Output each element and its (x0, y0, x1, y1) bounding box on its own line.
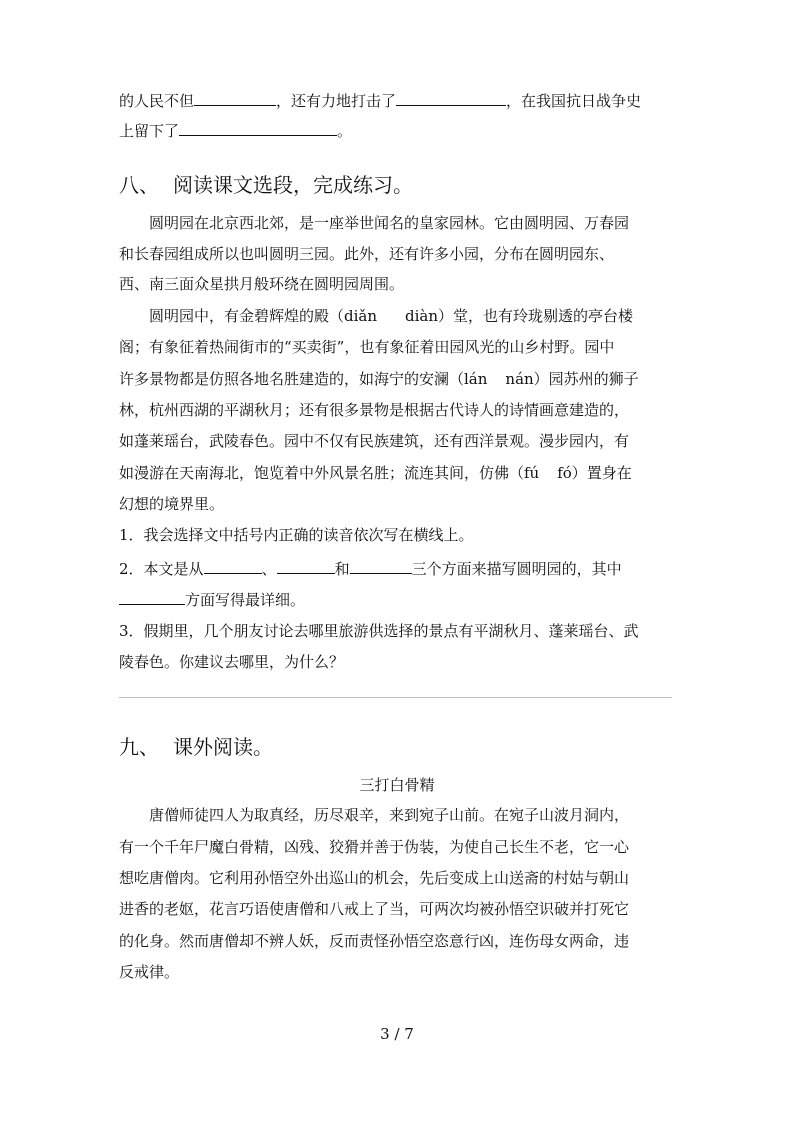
story-line-2: 有一个千年尸魔白骨精，凶残、狡猾并善于伪装，为使自己长生不老，它一心 (119, 838, 630, 856)
p1-line-3: 西、南三面众星拱月般环绕在圆明园周围。 (119, 275, 405, 293)
answer-blank[interactable] (396, 89, 506, 106)
text-segment: 三个方面来描写圆明园的，其中 (411, 560, 622, 578)
question-2-line-2 (119, 588, 674, 610)
answer-divider (119, 697, 672, 698)
text-segment: ，还有力地打击了 (276, 92, 397, 110)
p2-line-6 (119, 463, 674, 483)
section-9-heading (119, 734, 273, 760)
text-segment: ，在我国抗日战争史 (506, 92, 642, 110)
fill-line-2 (119, 119, 674, 141)
story-line-1: 唐僧师徒四人为取真经，历尽艰辛，来到宛子山前。在宛子山波月洞内， (149, 806, 630, 824)
p2-line-5: 如蓬莱瑶台，武陵春色。园中不仅有民族建筑，还有西洋景观。漫步园内，有 (119, 432, 630, 450)
text-segment: 。 (337, 122, 353, 140)
answer-blank[interactable] (350, 557, 412, 574)
p1-line-2: 和长春园组成所以也叫圆明三园。此外，还有许多小园，分布在圆明园东、 (119, 245, 615, 263)
p1-line-1: 圆明园在北京西北郊，是一座举世闻名的皇家园林。它由圆明园、万春园 (149, 214, 630, 232)
story-line-6: 反戒律。 (119, 963, 180, 981)
text-segment: 和 (334, 560, 350, 578)
question-1: 1．我会选择文中括号内正确的读音依次写在横线上。 (119, 526, 474, 544)
answer-blank[interactable] (204, 557, 262, 574)
answer-blank[interactable] (179, 119, 337, 136)
text-segment: nán）园苏州的狮子 (505, 370, 639, 388)
question-3-line-1: 3．假期里，几个朋友讨论去哪里旅游供选择的景点有平湖秋月、蓬莱瑶台、武 (119, 622, 639, 640)
text-segment: 方面写得最详细。 (185, 591, 306, 609)
section-number: 八、 (119, 173, 159, 197)
section-8-heading (119, 172, 413, 198)
section-number: 九、 (119, 735, 159, 759)
story-line-5: 的化身。然而唐僧却不辨人妖，反而责怪孙悟空恣意行凶，连伤母女两命，违 (119, 932, 630, 950)
p2-line-7: 幻想的境界里。 (119, 495, 225, 513)
question-3-line-2: 陵春色。你建议去哪里，为什么？ (119, 653, 345, 671)
text-segment: fó）置身在 (557, 464, 632, 482)
answer-blank[interactable] (277, 557, 335, 574)
text-segment: 的人民不但 (119, 92, 195, 110)
section-title: 课外阅读。 (173, 735, 273, 759)
text-segment: 许多景物都是仿照各地名胜建造的，如海宁的安澜（lán (119, 370, 488, 388)
story-title: 三打白骨精 (359, 776, 435, 794)
story-line-3: 想吃唐僧肉。它利用孙悟空外出巡山的机会，先后变成上山送斋的村姑与朝山 (119, 869, 630, 887)
text-segment: 圆明园中，有金碧辉煌的殿（diǎn (149, 307, 378, 325)
p2-line-1 (149, 306, 674, 326)
text-segment: 、 (261, 560, 277, 578)
answer-blank[interactable] (119, 588, 185, 605)
page-number: 3 / 7 (380, 1025, 414, 1043)
text-segment: 2．本文是从 (119, 560, 204, 578)
question-2-line-1 (119, 557, 674, 579)
story-line-4: 进香的老妪，花言巧语使唐僧和八戒上了当，可两次均被孙悟空识破并打死它 (119, 900, 630, 918)
text-segment: diàn）堂，也有玲珑剔透的亭台楼 (405, 307, 634, 325)
p2-line-4: 林，杭州西湖的平湖秋月；还有很多景物是根据古代诗人的诗情画意建造的， (119, 401, 630, 419)
p2-line-3 (119, 369, 674, 389)
text-segment: 如漫游在天南海北，饱览着中外风景名胜；流连其间，仿佛（fú (119, 464, 540, 482)
section-title: 阅读课文选段，完成练习。 (173, 173, 413, 197)
p2-line-2: 阁；有象征着热闹街市的“买卖街”，也有象征着田园风光的山乡村野。园中 (119, 338, 615, 356)
fill-line-1 (119, 89, 674, 111)
text-segment: 上留下了 (119, 122, 180, 140)
answer-blank[interactable] (194, 89, 276, 106)
